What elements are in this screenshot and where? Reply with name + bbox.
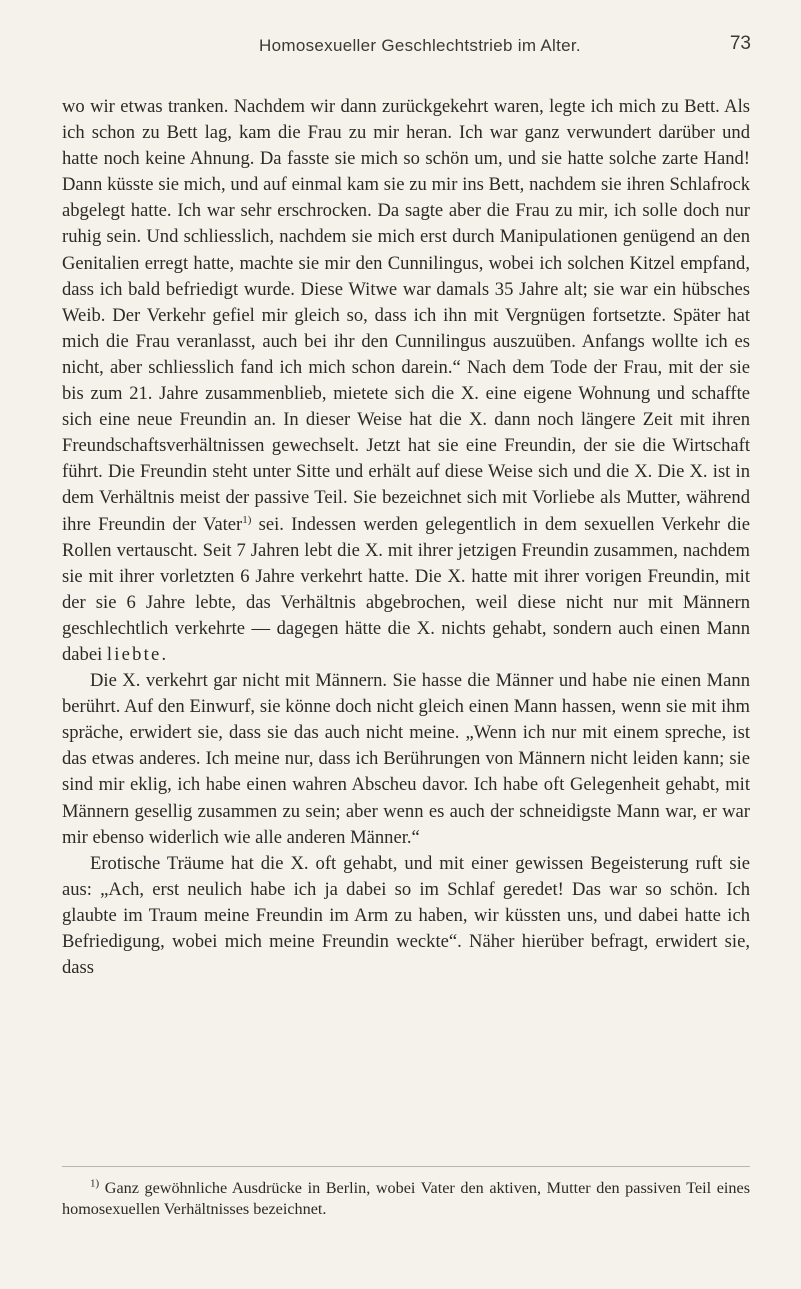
paragraph-1-text: wo wir etwas tranken. Nachdem wir dann zurückgekehrt waren, legte ich mich zu Bett. Als ich schon zu Bett lag, kam die Frau zu mir heran. Ich war ganz verwundert darüber und hatte noch keine Ahnung. Da fasste sie mich so schön um, und sie hatte solche zarte Hand! Dann küsste sie mich, und auf einmal kam sie zu mir ins Bett, nachdem sie ihren Schlafrock abgelegt hatte. Ich war sehr erschrocken. Da sagte aber die Frau zu mir, ich solle doch nur ruhig sein. Und schliesslich, nachdem sie mich erst durch Manipulationen genügend an den Genitalien erregt hatte, machte sie mir den Cunnilingus, wobei ich solchen Kitzel empfand, dass ich bald befriedigt wurde. Diese Witwe war damals 35 Jahre alt; sie war ein hübsches Weib. Der Verkehr gefiel mir gleich so, dass ich ihn mit Vergnügen fortsetzte. Später hat mich die Frau veranlasst, auch bei ihr den Cunnilingus auszuüben. Anfangs wollte ich es nicht, aber schliesslich fand ich mich schon darein.“ Nach dem Tode der Frau, mit der sie bis zum 21. Jahre zusammenblieb, mietete sich die X. eine eigene Wohnung und schaffte sich eine neue Freundin an. In dieser Weise hat die X. dann noch längere Zeit mit ihren Freundschaftsverhältnissen gewechselt. Jetzt hat sie eine Freundin, der sie die Wirtschaft führt. Die Freundin steht unter Sitte und erhält auf diese Weise sich und die X. Die X. ist in dem Verhältnis meist der passive Teil. Sie bezeichnet sich mit Vorliebe als Mutter, während ihre Freundin der Vater — [62, 96, 750, 535]
running-head: Homosexueller Geschlechtstrieb im Alter. — [259, 36, 581, 55]
footnote-reference: 1) — [242, 513, 252, 526]
body-text — [62, 94, 750, 981]
paragraph-3: Erotische Träume hat die X. oft gehabt, und mit einer gewissen Begeisterung ruft sie aus: „Ach, erst neulich habe ich ja dabei so im Schlaf geredet! Das war so schön. Ich glaubte im Traum meine Freundin im Arm zu haben, wir küssten uns, und dabei hatte ich Befriedigung, wobei mich meine Freundin weckte“. Näher hierüber befragt, erwidert sie, dass — [62, 852, 750, 979]
paragraph-1-end: . — [161, 643, 167, 665]
paragraph-1 — [62, 94, 750, 668]
paragraph-2: Die X. verkehrt gar nicht mit Männern. Sie hasse die Männer und habe nie einen Mann berührt. Auf den Einwurf, sie könne doch nicht gleich einen Mann hassen, wenn sie mit ihm spräche, erwidert sie, dass sie das auch nicht meine. „Wenn ich nur mit einem spreche, ist das etwas anderes. Ich meine nur, dass ich Berührungen von Männern nicht leiden kann; sie sind mir eklig, ich habe einen wahren Abscheu davor. Ich habe oft Gelegenheit gehabt, mit Männern gesellig zusammen zu sein; aber wenn es auch der schneidigste Mann war, er war mir ebenso widerlich wie alle anderen Männer.“ — [62, 670, 750, 848]
footnote-text: Ganz gewöhnliche Ausdrücke in Berlin, wobei Vater den aktiven, Mutter den passiven Teil eines homosexuellen Verhältnisses bezeichnet. — [62, 1179, 750, 1218]
footnote-mark: 1) — [90, 1177, 100, 1190]
footnote-divider — [62, 1166, 750, 1167]
footnote — [62, 1178, 750, 1220]
emphasized-word: liebte — [106, 643, 162, 665]
paragraph-1-continued: sei. Indessen werden gelegentlich in dem sexuellen Verkehr die Rollen vertauscht. Seit 7 Jahren lebt die X. mit ihrer jetzigen Freundin zusammen, nachdem sie mit ihrer vorletzten 6 Jahre verkehrt hatte. Die X. hatte mit ihrer vorigen Freundin, mit der sie 6 Jahre lebte, das Verhältnis abgebrochen, weil diese nicht nur mit Männern geschlechtlich verkehrte — dagegen hätte die X. nichts gehabt, sondern auch einen Mann dabei — [62, 513, 750, 665]
page-number: 73 — [729, 33, 751, 54]
